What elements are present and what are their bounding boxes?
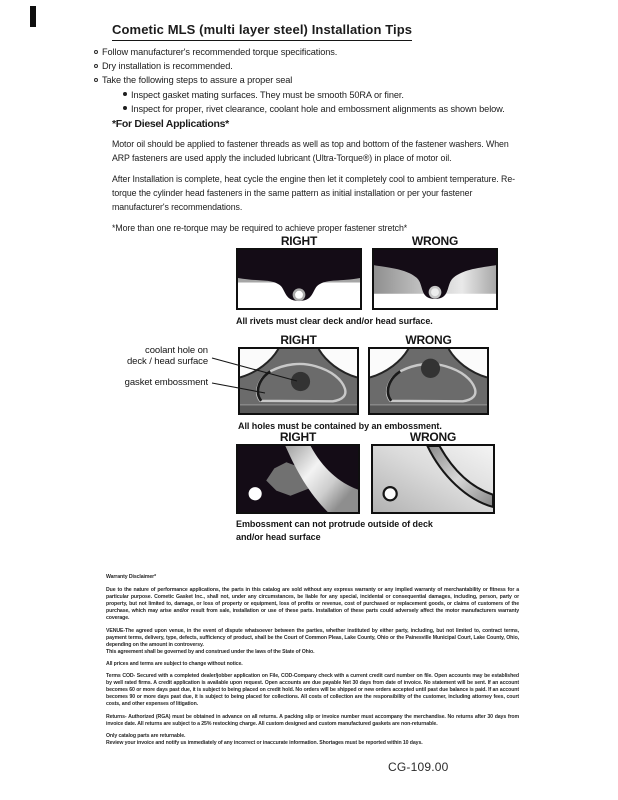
wrong-label: WRONG <box>405 333 452 347</box>
embossment-leader-line <box>212 383 265 393</box>
tips-list <box>94 45 544 116</box>
bolt-hole <box>249 487 262 500</box>
diagram-embossment-right-graphic <box>238 446 358 512</box>
registration-mark <box>30 6 36 27</box>
page-code: CG-109.00 <box>388 760 449 774</box>
list-item-text: Take the following steps to assure a proper seal <box>102 75 293 86</box>
bullet-icon <box>123 106 127 110</box>
diagram-holes-wrong-graphic <box>370 349 487 413</box>
right-label: RIGHT <box>280 333 317 347</box>
list-item-text: Follow manufacturer's recommended torque specifications. <box>102 47 338 57</box>
disclaimer-paragraph: Review your invoice and notify us immediately of any incorrect or inaccurate information. Shortages must be reported within 10 days. <box>106 739 423 746</box>
disclaimer-paragraph: VENUE-The agreed upon venue, in the event of dispute whatsoever between the parties, whether instituted by either party, including, but not limited to, contract terms, payment terms, delivery, type, defects, sufficiency of product, shall be the Court of Common Pleas, Lake County, Ohio or the Painesville Municipal Court, Lake County, Ohio, depending on the amount in controversy. <box>106 627 519 648</box>
bullet-icon <box>94 78 98 82</box>
diesel-section <box>112 117 518 242</box>
right-label: RIGHT <box>279 430 317 444</box>
diagram-rivet-right <box>236 248 362 310</box>
diagram-embossment-wrong-graphic <box>373 446 493 512</box>
coolant-hole <box>421 359 440 378</box>
bullet-icon <box>94 64 98 68</box>
bullet-icon <box>123 92 127 96</box>
right-label: RIGHT <box>280 234 318 248</box>
disclaimer-paragraph: All prices and terms are subject to change without notice. <box>106 660 243 667</box>
disclaimer-paragraph: Only catalog parts are returnable. <box>106 732 186 739</box>
list-item <box>94 59 544 73</box>
diagram-holes-wrong <box>368 347 489 415</box>
list-item-text: Inspect gasket mating surfaces. They must be smooth 50RA or finer. <box>131 89 404 100</box>
holes-caption: All holes must be contained by an embossment. <box>238 421 442 431</box>
page-title: Cometic MLS (multi layer steel) Installation Tips <box>112 22 412 41</box>
diesel-note: *More than one re-torque may be required to achieve proper fastener stretch* <box>112 223 408 233</box>
bolt-hole <box>384 487 397 500</box>
wrong-label: WRONG <box>411 234 459 248</box>
wrong-label: WRONG <box>409 430 457 444</box>
diagram-rivet-wrong-graphic <box>374 250 496 308</box>
disclaimer-heading: Warranty Disclaimer* <box>106 574 156 580</box>
diagram-rivet-right-graphic <box>238 250 360 308</box>
list-item-text: Inspect for proper, rivet clearance, coolant hole and embossment alignments as shown below. <box>131 103 505 114</box>
disclaimer-paragraph: Due to the nature of performance applications, the parts in this catalog are sold without any express warranty or any implied warranty of merchantability or fitness for a particular purpose. Cometic Gasket Inc., shall not, under any circumstances, be liable for any special, incidental or consequential damages, including, person, party or property, but not limited to, damage, or loss of property or equipment, loss of profits or revenue, cost of purchased or replacement goods, or claims of customers of the purchase, which may arise and/or result from sale, installation or use of these parts. Installation of these parts could adversely affect the motor manufacturers warranty coverage. <box>106 587 519 622</box>
coolant-leader-line <box>212 358 297 381</box>
disclaimer-paragraph: This agreement shall be governed by and construed under the laws of the State of Ohio. <box>106 648 315 655</box>
coolant-hole-label: coolant hole on deck / head surface <box>126 345 208 368</box>
leader-lines <box>205 352 315 397</box>
diagram-rivet-wrong <box>372 248 498 310</box>
diesel-paragraph: After Installation is complete, heat cycle the engine then let it completely cool to ambient temperature. Re-torque the cylinder head fasteners in the same pattern as initial installation or per your fastener manufacturer's recommendations. <box>112 174 515 212</box>
disclaimer-paragraph: Terms COD- Secured with a completed dealer/jobber application on File, COD-Company check with a current credit card number on file. Open accounts may be established by well rated firms. A credit application is available upon request. Open accounts are due payable Net 30 days from date of invoice. No statement will be sent. If an account becomes 60 or more days past due, it is subject to being placed on credit hold. No orders will be shipped or new orders accepted until past due balance is paid. If an account becomes 90 or more days past due, it is subject to being placed for collections. All costs of collection are the responsibility of the customer, including attorney fees, court costs, and other expenses of litigation. <box>106 673 519 708</box>
list-item <box>94 45 544 59</box>
page-title-wrap <box>112 21 412 41</box>
disclaimer-paragraph: Returns- Authorized (RGA) must be obtained in advance on all returns. A packing slip or invoice number must accompany the merchandise. No returns after 30 days from invoice date. All returns are subject to a 25% restocking charge. All custom designed and custom manufactured gaskets are non-returnable. <box>106 713 519 727</box>
list-item <box>94 73 544 87</box>
warranty-disclaimer <box>106 574 519 752</box>
list-item-text: Dry installation is recommended. <box>102 61 233 72</box>
bullet-icon <box>94 50 98 54</box>
gasket-embossment-label: gasket embossment <box>124 377 208 388</box>
list-subitem <box>123 102 544 116</box>
diagram-embossment-right <box>236 444 360 514</box>
diesel-paragraph: Motor oil should be applied to fastener threads as well as top and bottom of the fastener washers. When ARP fasteners are used apply the included lubricant (Ultra-Torque®) in place of motor oil. <box>112 139 509 163</box>
embossment-caption: Embossment can not protrude outside of deck and/or head surface <box>236 519 433 542</box>
diagram-embossment-wrong <box>371 444 495 514</box>
rivet-caption: All rivets must clear deck and/or head surface. <box>236 316 433 326</box>
diesel-heading: *For Diesel Applications* <box>112 118 229 130</box>
list-subitem <box>123 88 544 102</box>
